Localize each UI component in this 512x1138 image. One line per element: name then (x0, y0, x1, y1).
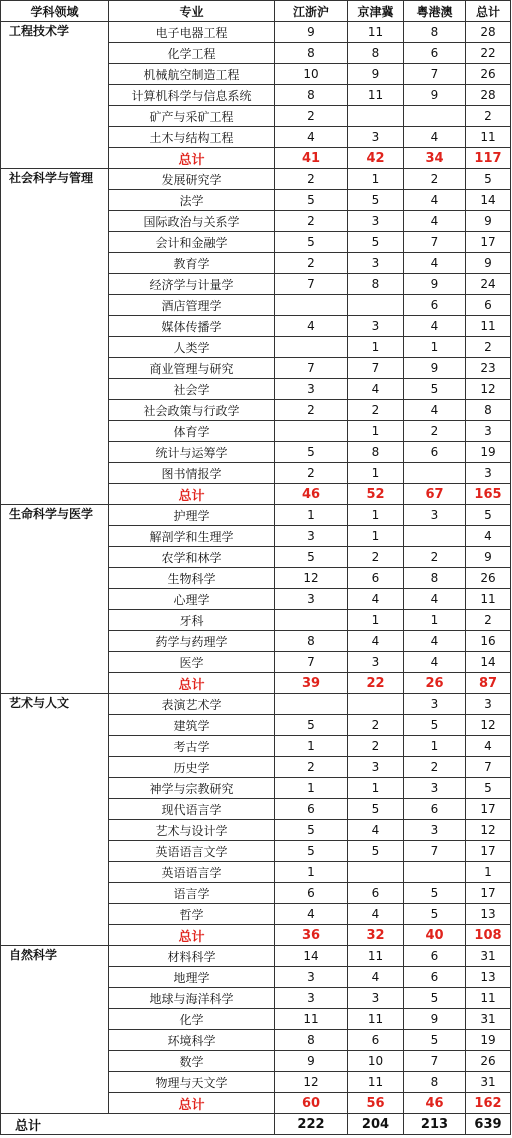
major-cell: 表演艺术学 (109, 694, 275, 715)
jiangzhehu-cell: 12 (275, 1072, 348, 1093)
yuegangao-cell: 8 (404, 1072, 466, 1093)
table-row (1, 946, 511, 967)
table-row (1, 505, 511, 526)
jiangzhehu-cell: 6 (275, 883, 348, 904)
jingjinji-cell: 4 (348, 379, 404, 400)
subtotal-yuegangao: 46 (404, 1093, 466, 1114)
jiangzhehu-cell: 3 (275, 589, 348, 610)
subtotal-total: 165 (466, 484, 511, 505)
grand-total-row (1, 1114, 511, 1135)
major-cell: 商业管理与研究 (109, 358, 275, 379)
jingjinji-cell: 5 (348, 841, 404, 862)
jiangzhehu-cell: 9 (275, 1051, 348, 1072)
table-row (1, 169, 511, 190)
subtotal-total: 87 (466, 673, 511, 694)
yuegangao-cell: 6 (404, 799, 466, 820)
yuegangao-cell: 8 (404, 22, 466, 43)
total-cell: 9 (466, 253, 511, 274)
jingjinji-cell: 10 (348, 1051, 404, 1072)
total-cell: 2 (466, 106, 511, 127)
major-cell: 经济学与计量学 (109, 274, 275, 295)
major-cell: 神学与宗教研究 (109, 778, 275, 799)
subtotal-jingjinji: 32 (348, 925, 404, 946)
major-cell: 化学工程 (109, 43, 275, 64)
jingjinji-cell: 1 (348, 337, 404, 358)
jiangzhehu-cell: 5 (275, 547, 348, 568)
jiangzhehu-cell: 8 (275, 631, 348, 652)
jingjinji-cell: 8 (348, 43, 404, 64)
total-cell: 14 (466, 652, 511, 673)
yuegangao-cell: 7 (404, 64, 466, 85)
total-cell: 28 (466, 85, 511, 106)
jiangzhehu-cell: 3 (275, 967, 348, 988)
total-cell: 2 (466, 337, 511, 358)
jiangzhehu-cell (275, 421, 348, 442)
jiangzhehu-cell: 1 (275, 862, 348, 883)
jingjinji-cell: 11 (348, 1009, 404, 1030)
subtotal-total: 162 (466, 1093, 511, 1114)
total-cell: 4 (466, 736, 511, 757)
field-cell: 生命科学与医学 (1, 505, 109, 694)
jiangzhehu-cell (275, 337, 348, 358)
jingjinji-cell: 6 (348, 883, 404, 904)
major-cell: 牙科 (109, 610, 275, 631)
jingjinji-cell: 4 (348, 967, 404, 988)
jingjinji-cell: 1 (348, 610, 404, 631)
major-cell: 法学 (109, 190, 275, 211)
yuegangao-cell: 6 (404, 946, 466, 967)
major-cell: 地理学 (109, 967, 275, 988)
yuegangao-cell: 6 (404, 967, 466, 988)
jiangzhehu-cell: 2 (275, 211, 348, 232)
jingjinji-cell: 11 (348, 85, 404, 106)
subtotal-jiangzhehu: 60 (275, 1093, 348, 1114)
jingjinji-cell: 1 (348, 526, 404, 547)
field-cell: 社会科学与管理 (1, 169, 109, 505)
jiangzhehu-cell: 4 (275, 904, 348, 925)
major-cell: 会计和金融学 (109, 232, 275, 253)
major-cell: 心理学 (109, 589, 275, 610)
yuegangao-cell: 2 (404, 547, 466, 568)
major-cell: 药学与药理学 (109, 631, 275, 652)
major-cell: 材料科学 (109, 946, 275, 967)
total-cell: 11 (466, 589, 511, 610)
yuegangao-cell: 5 (404, 988, 466, 1009)
grand-total-total: 639 (466, 1114, 511, 1135)
major-cell: 现代语言学 (109, 799, 275, 820)
yuegangao-cell: 3 (404, 694, 466, 715)
jingjinji-cell (348, 295, 404, 316)
yuegangao-cell: 2 (404, 757, 466, 778)
yuegangao-cell: 9 (404, 1009, 466, 1030)
subtotal-label: 总计 (109, 484, 275, 505)
header-jiangzhehu: 江浙沪 (275, 1, 348, 22)
total-cell: 17 (466, 799, 511, 820)
jingjinji-cell: 8 (348, 442, 404, 463)
jiangzhehu-cell: 7 (275, 358, 348, 379)
header-total: 总计 (466, 1, 511, 22)
jingjinji-cell: 5 (348, 799, 404, 820)
yuegangao-cell: 9 (404, 274, 466, 295)
yuegangao-cell: 6 (404, 442, 466, 463)
total-cell: 4 (466, 526, 511, 547)
jingjinji-cell: 5 (348, 190, 404, 211)
jiangzhehu-cell: 5 (275, 715, 348, 736)
yuegangao-cell: 4 (404, 190, 466, 211)
total-cell: 7 (466, 757, 511, 778)
total-cell: 9 (466, 211, 511, 232)
total-cell: 24 (466, 274, 511, 295)
yuegangao-cell: 5 (404, 883, 466, 904)
jiangzhehu-cell (275, 295, 348, 316)
yuegangao-cell: 4 (404, 589, 466, 610)
jingjinji-cell: 1 (348, 778, 404, 799)
jingjinji-cell: 3 (348, 253, 404, 274)
jingjinji-cell: 4 (348, 631, 404, 652)
grand-total-label: 总计 (1, 1114, 275, 1135)
jingjinji-cell: 2 (348, 736, 404, 757)
jingjinji-cell: 11 (348, 22, 404, 43)
total-cell: 2 (466, 610, 511, 631)
grand-total-jiangzhehu: 222 (275, 1114, 348, 1135)
yuegangao-cell: 5 (404, 715, 466, 736)
major-cell: 机械航空制造工程 (109, 64, 275, 85)
grand-total-yuegangao: 213 (404, 1114, 466, 1135)
subtotal-total: 117 (466, 148, 511, 169)
total-cell: 17 (466, 883, 511, 904)
subtotal-yuegangao: 34 (404, 148, 466, 169)
total-cell: 12 (466, 820, 511, 841)
jiangzhehu-cell: 1 (275, 778, 348, 799)
yuegangao-cell: 1 (404, 736, 466, 757)
jiangzhehu-cell: 1 (275, 736, 348, 757)
yuegangao-cell: 3 (404, 820, 466, 841)
jiangzhehu-cell: 3 (275, 988, 348, 1009)
jingjinji-cell: 2 (348, 547, 404, 568)
subtotal-yuegangao: 40 (404, 925, 466, 946)
major-cell: 媒体传播学 (109, 316, 275, 337)
subtotal-label: 总计 (109, 673, 275, 694)
jiangzhehu-cell: 2 (275, 106, 348, 127)
jingjinji-cell: 1 (348, 421, 404, 442)
jingjinji-cell: 3 (348, 757, 404, 778)
jingjinji-cell: 6 (348, 568, 404, 589)
jingjinji-cell: 1 (348, 463, 404, 484)
subtotal-jingjinji: 52 (348, 484, 404, 505)
major-cell: 数学 (109, 1051, 275, 1072)
jingjinji-cell: 3 (348, 988, 404, 1009)
jingjinji-cell: 3 (348, 652, 404, 673)
yuegangao-cell: 4 (404, 652, 466, 673)
jiangzhehu-cell: 5 (275, 841, 348, 862)
jiangzhehu-cell: 5 (275, 820, 348, 841)
grand-total-jingjinji: 204 (348, 1114, 404, 1135)
major-cell: 护理学 (109, 505, 275, 526)
jingjinji-cell: 7 (348, 358, 404, 379)
total-cell: 3 (466, 694, 511, 715)
subtotal-jingjinji: 56 (348, 1093, 404, 1114)
major-cell: 电子电器工程 (109, 22, 275, 43)
jiangzhehu-cell: 7 (275, 274, 348, 295)
total-cell: 12 (466, 379, 511, 400)
major-cell: 教育学 (109, 253, 275, 274)
total-cell: 17 (466, 232, 511, 253)
major-cell: 考古学 (109, 736, 275, 757)
yuegangao-cell: 7 (404, 232, 466, 253)
yuegangao-cell: 5 (404, 379, 466, 400)
jingjinji-cell: 4 (348, 589, 404, 610)
jiangzhehu-cell: 2 (275, 757, 348, 778)
field-cell: 自然科学 (1, 946, 109, 1114)
jingjinji-cell (348, 106, 404, 127)
subtotal-yuegangao: 26 (404, 673, 466, 694)
subtotal-yuegangao: 67 (404, 484, 466, 505)
total-cell: 11 (466, 316, 511, 337)
header-yuegangao: 粤港澳 (404, 1, 466, 22)
jingjinji-cell: 8 (348, 274, 404, 295)
total-cell: 6 (466, 295, 511, 316)
yuegangao-cell: 4 (404, 400, 466, 421)
jingjinji-cell (348, 862, 404, 883)
jiangzhehu-cell: 12 (275, 568, 348, 589)
major-cell: 社会政策与行政学 (109, 400, 275, 421)
jiangzhehu-cell: 7 (275, 652, 348, 673)
total-cell: 13 (466, 967, 511, 988)
total-cell: 11 (466, 127, 511, 148)
jiangzhehu-cell: 5 (275, 442, 348, 463)
yuegangao-cell: 1 (404, 610, 466, 631)
jiangzhehu-cell: 14 (275, 946, 348, 967)
major-cell: 统计与运筹学 (109, 442, 275, 463)
major-cell: 人类学 (109, 337, 275, 358)
subtotal-jiangzhehu: 39 (275, 673, 348, 694)
jingjinji-cell: 2 (348, 715, 404, 736)
total-cell: 8 (466, 400, 511, 421)
subtotal-jiangzhehu: 46 (275, 484, 348, 505)
major-cell: 地球与海洋科学 (109, 988, 275, 1009)
table-row (1, 694, 511, 715)
major-cell: 化学 (109, 1009, 275, 1030)
subtotal-jiangzhehu: 36 (275, 925, 348, 946)
subtotal-label: 总计 (109, 1093, 275, 1114)
major-cell: 解剖学和生理学 (109, 526, 275, 547)
jingjinji-cell: 1 (348, 505, 404, 526)
header-jingjinji: 京津冀 (348, 1, 404, 22)
yuegangao-cell (404, 526, 466, 547)
yuegangao-cell: 4 (404, 631, 466, 652)
yuegangao-cell: 7 (404, 1051, 466, 1072)
major-cell: 艺术与设计学 (109, 820, 275, 841)
subtotal-jingjinji: 42 (348, 148, 404, 169)
major-cell: 语言学 (109, 883, 275, 904)
total-cell: 16 (466, 631, 511, 652)
yuegangao-cell (404, 106, 466, 127)
jiangzhehu-cell: 8 (275, 1030, 348, 1051)
major-cell: 国际政治与关系学 (109, 211, 275, 232)
subtotal-jingjinji: 22 (348, 673, 404, 694)
jingjinji-cell: 9 (348, 64, 404, 85)
major-cell: 英语语言学 (109, 862, 275, 883)
jiangzhehu-cell: 10 (275, 64, 348, 85)
total-cell: 31 (466, 1072, 511, 1093)
major-cell: 体育学 (109, 421, 275, 442)
yuegangao-cell: 6 (404, 295, 466, 316)
header-major: 专业 (109, 1, 275, 22)
major-cell: 土木与结构工程 (109, 127, 275, 148)
yuegangao-cell: 4 (404, 253, 466, 274)
jiangzhehu-cell: 2 (275, 463, 348, 484)
jiangzhehu-cell: 4 (275, 127, 348, 148)
yuegangao-cell: 3 (404, 505, 466, 526)
jingjinji-cell: 5 (348, 232, 404, 253)
jiangzhehu-cell: 8 (275, 43, 348, 64)
jingjinji-cell: 2 (348, 400, 404, 421)
yuegangao-cell: 8 (404, 568, 466, 589)
jiangzhehu-cell (275, 694, 348, 715)
major-cell: 哲学 (109, 904, 275, 925)
major-cell: 图书情报学 (109, 463, 275, 484)
jingjinji-cell: 3 (348, 316, 404, 337)
total-cell: 3 (466, 463, 511, 484)
jiangzhehu-cell (275, 610, 348, 631)
jingjinji-cell: 4 (348, 904, 404, 925)
jiangzhehu-cell: 11 (275, 1009, 348, 1030)
table-row (1, 22, 511, 43)
total-cell: 19 (466, 1030, 511, 1051)
subtotal-label: 总计 (109, 148, 275, 169)
major-cell: 物理与天文学 (109, 1072, 275, 1093)
yuegangao-cell: 7 (404, 841, 466, 862)
total-cell: 19 (466, 442, 511, 463)
jingjinji-cell: 11 (348, 946, 404, 967)
jiangzhehu-cell: 3 (275, 379, 348, 400)
major-cell: 环境科学 (109, 1030, 275, 1051)
total-cell: 5 (466, 778, 511, 799)
total-cell: 14 (466, 190, 511, 211)
yuegangao-cell: 5 (404, 904, 466, 925)
subtotal-label: 总计 (109, 925, 275, 946)
jingjinji-cell: 4 (348, 820, 404, 841)
jingjinji-cell: 11 (348, 1072, 404, 1093)
major-cell: 建筑学 (109, 715, 275, 736)
jiangzhehu-cell: 2 (275, 400, 348, 421)
total-cell: 12 (466, 715, 511, 736)
jiangzhehu-cell: 2 (275, 253, 348, 274)
subtotal-total: 108 (466, 925, 511, 946)
total-cell: 5 (466, 505, 511, 526)
total-cell: 28 (466, 22, 511, 43)
jingjinji-cell: 3 (348, 127, 404, 148)
total-cell: 26 (466, 568, 511, 589)
total-cell: 9 (466, 547, 511, 568)
total-cell: 11 (466, 988, 511, 1009)
total-cell: 17 (466, 841, 511, 862)
field-cell: 艺术与人文 (1, 694, 109, 946)
total-cell: 22 (466, 43, 511, 64)
yuegangao-cell: 6 (404, 43, 466, 64)
field-cell: 工程技术学 (1, 22, 109, 169)
major-cell: 计算机科学与信息系统 (109, 85, 275, 106)
jiangzhehu-cell: 6 (275, 799, 348, 820)
yuegangao-cell: 4 (404, 316, 466, 337)
major-cell: 医学 (109, 652, 275, 673)
total-cell: 26 (466, 64, 511, 85)
yuegangao-cell: 2 (404, 421, 466, 442)
jiangzhehu-cell: 8 (275, 85, 348, 106)
total-cell: 1 (466, 862, 511, 883)
major-cell: 发展研究学 (109, 169, 275, 190)
jiangzhehu-cell: 5 (275, 232, 348, 253)
yuegangao-cell: 5 (404, 1030, 466, 1051)
jingjinji-cell: 1 (348, 169, 404, 190)
yuegangao-cell: 3 (404, 778, 466, 799)
total-cell: 31 (466, 946, 511, 967)
major-cell: 矿产与采矿工程 (109, 106, 275, 127)
yuegangao-cell: 9 (404, 358, 466, 379)
major-cell: 社会学 (109, 379, 275, 400)
major-cell: 生物科学 (109, 568, 275, 589)
yuegangao-cell: 1 (404, 337, 466, 358)
major-cell: 历史学 (109, 757, 275, 778)
total-cell: 3 (466, 421, 511, 442)
total-cell: 13 (466, 904, 511, 925)
yuegangao-cell (404, 463, 466, 484)
jingjinji-cell: 6 (348, 1030, 404, 1051)
jiangzhehu-cell: 1 (275, 505, 348, 526)
jingjinji-cell: 3 (348, 211, 404, 232)
yuegangao-cell: 4 (404, 127, 466, 148)
total-cell: 31 (466, 1009, 511, 1030)
jiangzhehu-cell: 4 (275, 316, 348, 337)
yuegangao-cell: 2 (404, 169, 466, 190)
subtotal-jiangzhehu: 41 (275, 148, 348, 169)
yuegangao-cell: 9 (404, 85, 466, 106)
jiangzhehu-cell: 2 (275, 169, 348, 190)
major-cell: 英语语言文学 (109, 841, 275, 862)
yuegangao-cell (404, 862, 466, 883)
header-row (1, 1, 511, 22)
jiangzhehu-cell: 5 (275, 190, 348, 211)
jingjinji-cell (348, 694, 404, 715)
jiangzhehu-cell: 3 (275, 526, 348, 547)
total-cell: 5 (466, 169, 511, 190)
header-field: 学科领域 (1, 1, 109, 22)
total-cell: 23 (466, 358, 511, 379)
jiangzhehu-cell: 9 (275, 22, 348, 43)
major-cell: 酒店管理学 (109, 295, 275, 316)
major-cell: 农学和林学 (109, 547, 275, 568)
yuegangao-cell: 4 (404, 211, 466, 232)
total-cell: 26 (466, 1051, 511, 1072)
